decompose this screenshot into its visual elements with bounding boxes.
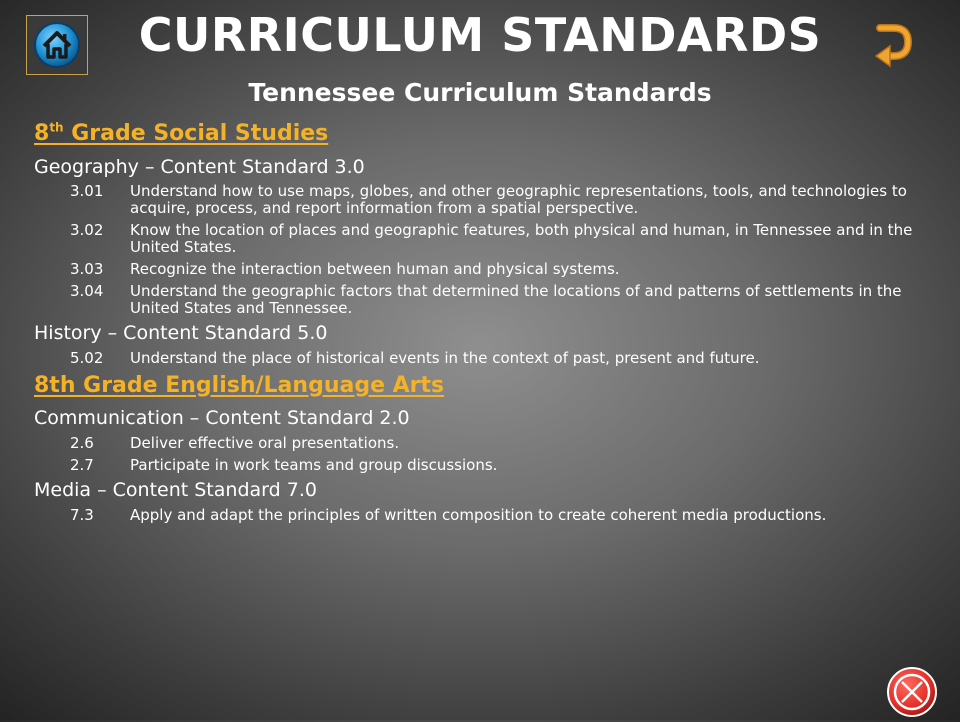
- standard-item: [34, 183, 939, 217]
- standard-item: [34, 350, 939, 367]
- standard-item: [34, 507, 939, 524]
- section-social-studies: [34, 120, 939, 367]
- item-text: Recognize the interaction between human and physical systems.: [130, 260, 620, 279]
- heading-ordinal: th: [49, 120, 64, 135]
- back-button[interactable]: [874, 20, 914, 74]
- heading-text: Grade Social Studies: [63, 121, 329, 146]
- item-text: Know the location of places and geographic features, both physical and human, in Tennessee and in the United States.: [130, 221, 913, 257]
- item-text: Understand the geographic factors that determined the locations of and patterns of settlements in the United States and Tennessee.: [130, 282, 902, 317]
- item-number: 3.03: [70, 260, 104, 279]
- standard-item: [34, 283, 939, 317]
- social-studies-link[interactable]: [34, 120, 328, 149]
- item-text: Deliver effective oral presentations.: [130, 433, 400, 452]
- page-title: CURRICULUM STANDARDS: [138, 8, 822, 62]
- return-arrow-icon: [874, 20, 914, 74]
- item-text: Understand how to use maps, globes, and other geographic representations, tools, and technologies to acquire, process, and report information from a spatial perspective.: [130, 182, 907, 218]
- item-text: Apply and adapt the principles of written composition to create coherent media productions.: [130, 505, 827, 524]
- item-text: Understand the place of historical events in the context of past, present and future.: [130, 348, 760, 367]
- standard-title-history: History – Content Standard 5.0: [34, 321, 328, 344]
- standard-item: [34, 261, 939, 278]
- page-subtitle: Tennessee Curriculum Standards: [248, 78, 712, 107]
- item-number: 3.04: [70, 282, 104, 301]
- standard-item: [34, 457, 939, 474]
- close-x-icon: [886, 666, 938, 718]
- section-english-language-arts: [34, 372, 939, 524]
- standard-title-geography: Geography – Content Standard 3.0: [34, 155, 365, 178]
- close-button[interactable]: [886, 666, 938, 718]
- home-button[interactable]: [26, 15, 88, 75]
- item-number: 3.01: [70, 182, 104, 201]
- english-language-arts-link[interactable]: 8th Grade English/Language Arts: [34, 372, 445, 398]
- standard-title-media: Media – Content Standard 7.0: [34, 478, 317, 501]
- item-number: 2.7: [70, 455, 94, 474]
- item-number: 3.02: [70, 221, 104, 240]
- heading-number: 8: [34, 121, 50, 146]
- item-text: Participate in work teams and group discussions.: [130, 455, 498, 474]
- standard-item: [34, 222, 939, 256]
- item-number: 2.6: [70, 433, 94, 452]
- home-icon: [32, 20, 82, 70]
- standard-item: [34, 435, 939, 452]
- item-number: 5.02: [70, 348, 104, 367]
- standards-content: [34, 120, 939, 529]
- standard-title-communication: Communication – Content Standard 2.0: [34, 407, 410, 430]
- item-number: 7.3: [70, 505, 94, 524]
